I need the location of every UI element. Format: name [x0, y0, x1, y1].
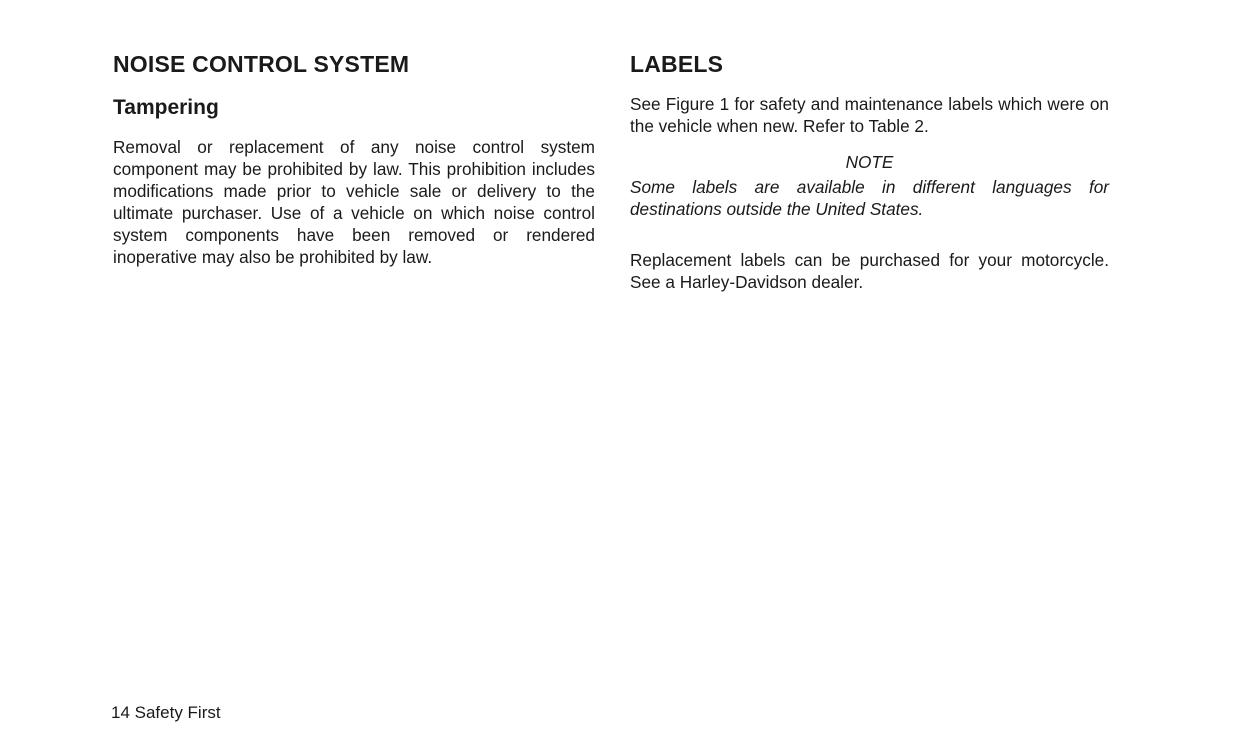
labels-paragraph: See Figure 1 for safety and maintenance labels which were on the vehicle when new. Refer to Table 2.	[630, 94, 1109, 136]
right-column	[630, 50, 1109, 293]
page-footer: 14 Safety First	[111, 703, 221, 722]
tampering-paragraph: Removal or replacement of any noise control system component may be prohibited by law. This prohibition includes modifications made prior to vehicle sale or delivery to the ultimate purchaser. Use of a vehicle on which noise control system components have been removed or rendered inoperative may also be prohibited by law.	[113, 137, 595, 267]
note-text: Some labels are available in different languages for destinations outside the United States.	[630, 177, 1109, 219]
subheading-tampering: Tampering	[113, 96, 219, 119]
section-heading-labels: LABELS	[630, 51, 724, 77]
replacement-labels-paragraph: Replacement labels can be purchased for your motorcycle. See a Harley-Davidson dealer.	[630, 250, 1109, 292]
left-column	[113, 50, 595, 268]
section-heading-noise-control: NOISE CONTROL SYSTEM	[113, 51, 410, 77]
note-title: NOTE	[845, 152, 894, 172]
